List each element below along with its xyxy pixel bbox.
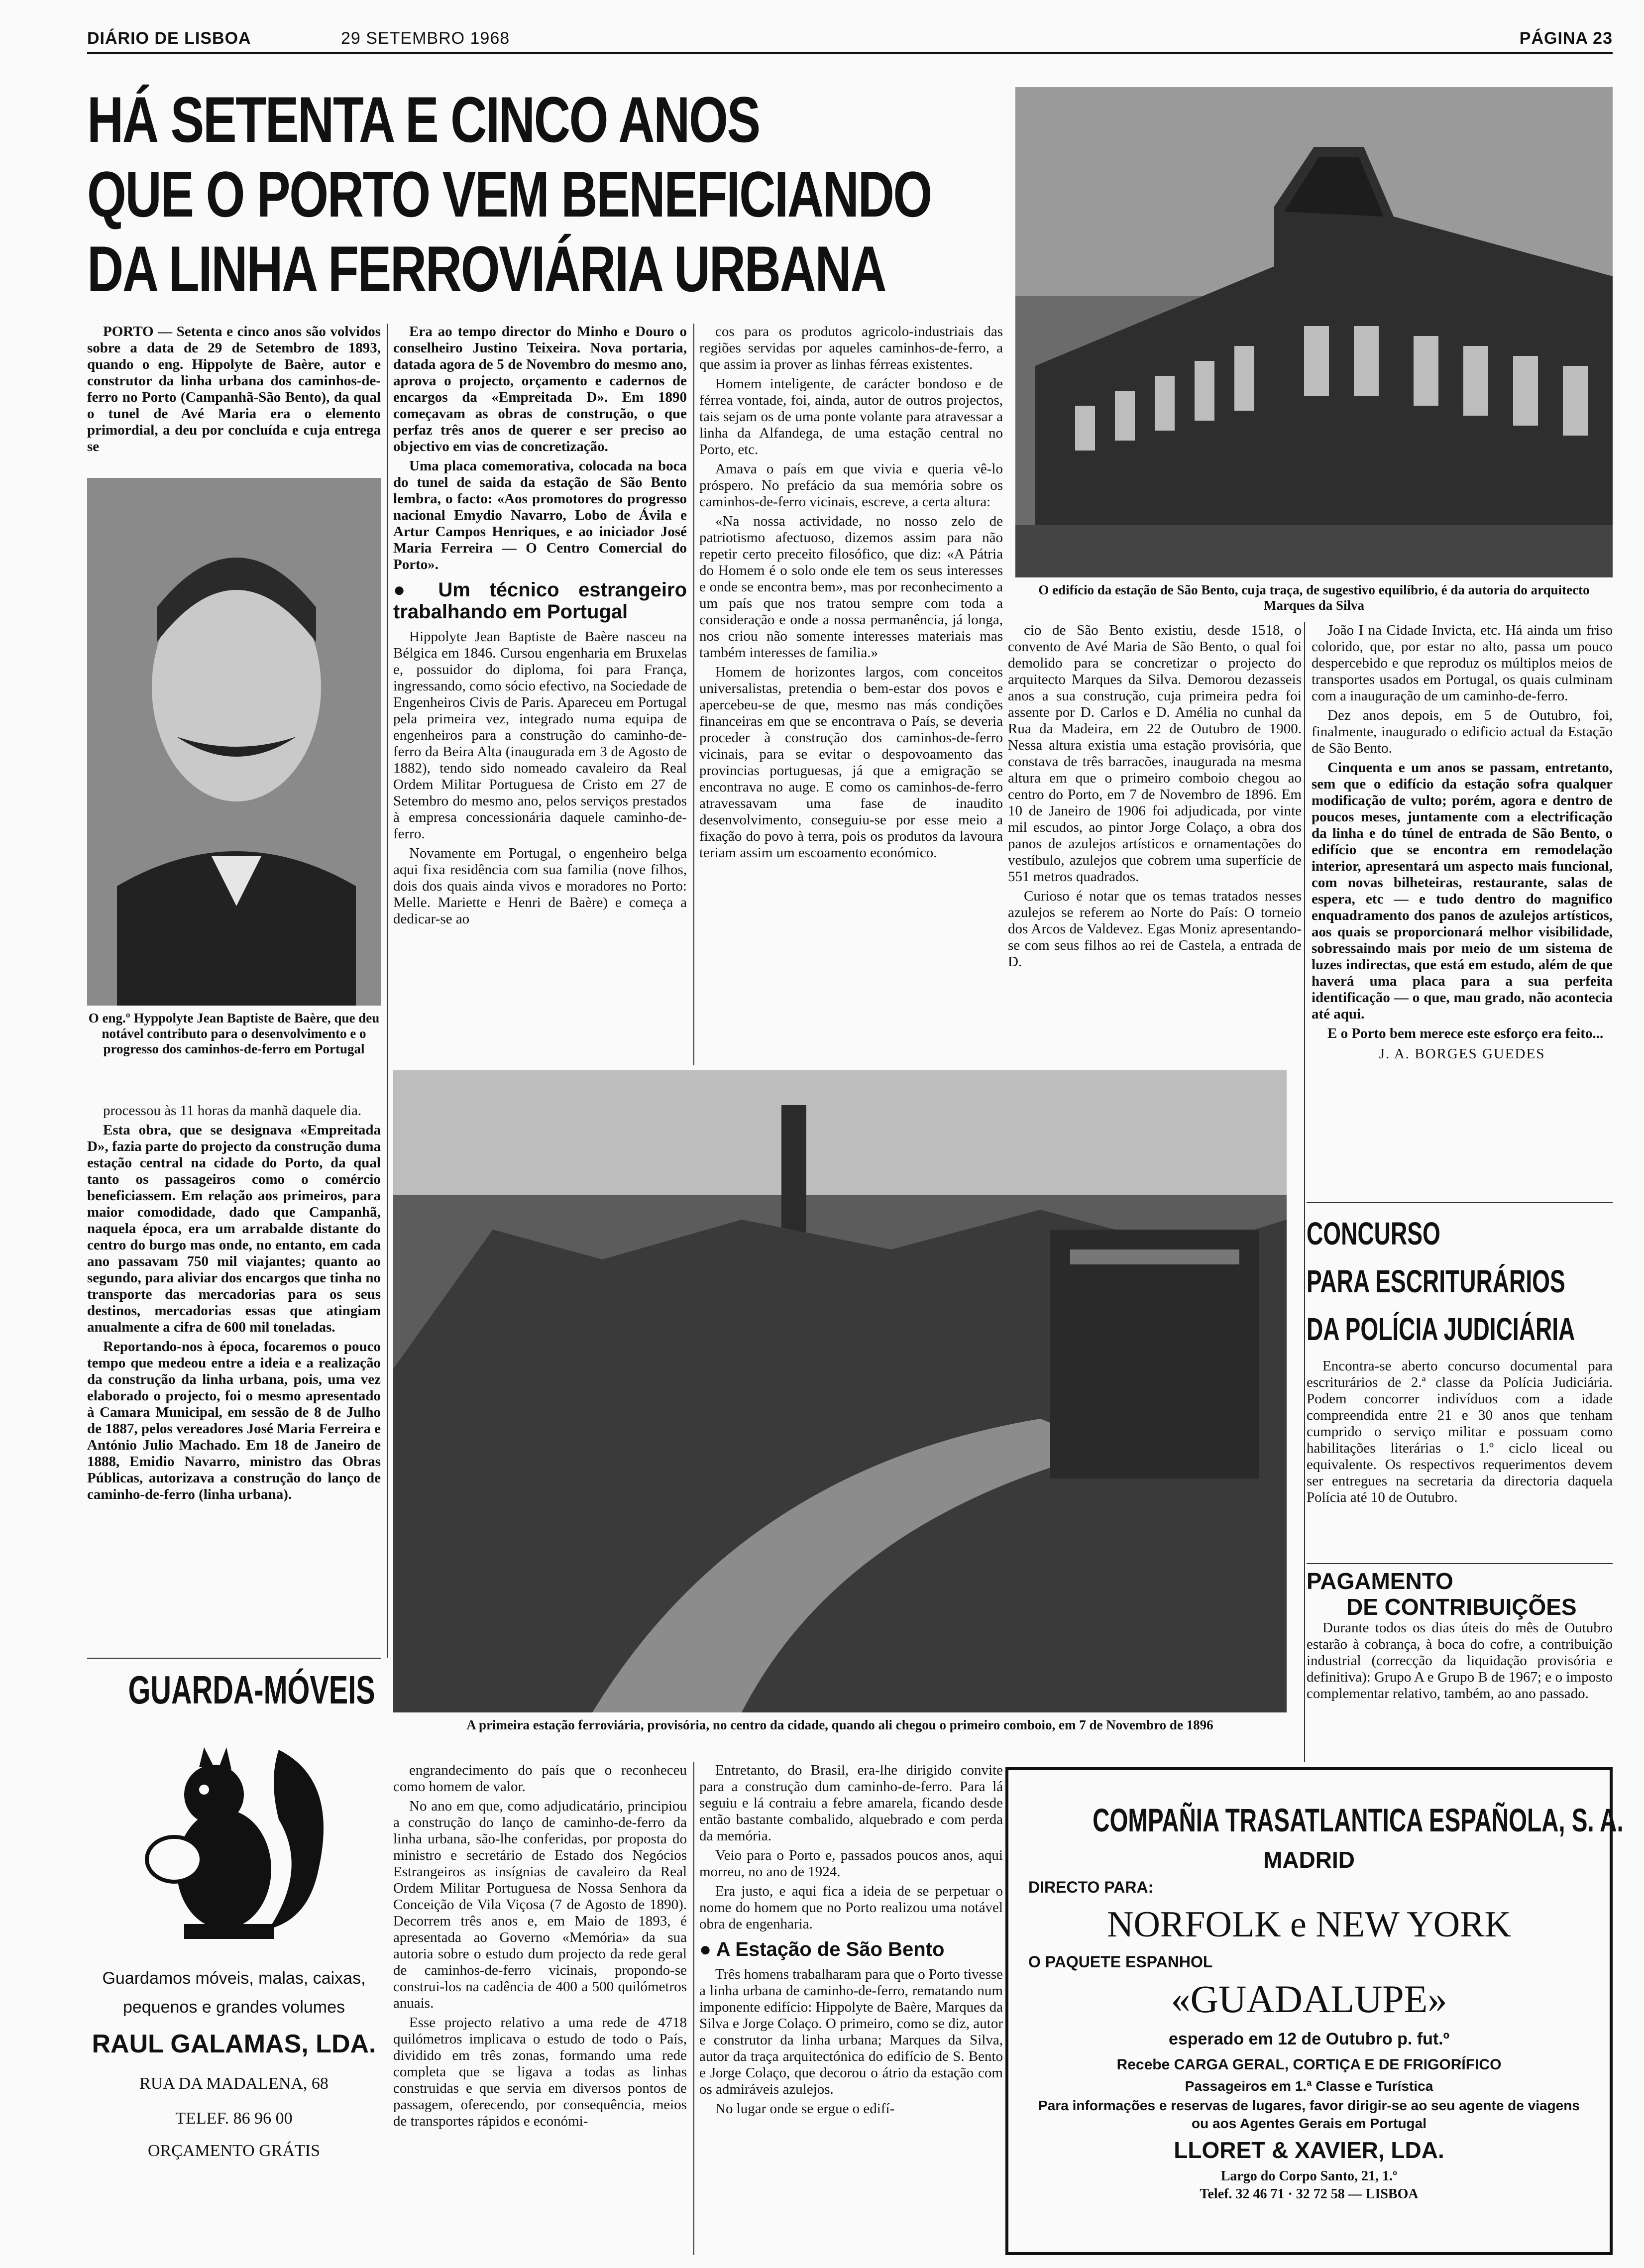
paragraph: «Na nossa actividade, no nosso zelo de patriotismo afectuoso, dizemos assim para não repetir certo preceito filosófico, que diz: «A Pátria do Homem é o solo onde ele tem os seus interesses e onde se encontra bem», mas por reconhecimento a um país que nos tratou sempre com toda a consideração e onde a nossa permanência, já longa, nos criou não somente interesses materiais mas também interesses de familia.» [699, 513, 1003, 661]
concurso-title-2: PARA ESCRITURÁRIOS [1307, 1263, 1565, 1299]
trasat-phone: Telef. 32 46 71 · 32 72 58 — LISBOA [1200, 2186, 1419, 2202]
pagamento-rule [1307, 1563, 1613, 1564]
subheading-estacao: ● A Estação de São Bento [699, 1938, 945, 1960]
pagamento-body: Durante todos os dias úteis do mês de Outubro estarão à cobrança, à boca do cofre, a contribuição industrial (correcção da liquidação provisória e definitiva): Grupo A e Grupo B de 1967; e o imposto complementar relativo, também, ao ano passado. [1307, 1620, 1613, 1701]
guarda-phone: TELEF. 86 96 00 [175, 2109, 293, 2128]
masthead-rule [87, 52, 1613, 54]
paragraph: Era justo, e aqui fica a ideia de se perpetuar o nome do homem que no Porto realizou uma notável obra de engenharia. [699, 1883, 1003, 1932]
trasat-paquete: O PAQUETE ESPANHOL [1028, 1953, 1213, 1971]
col2-bottom [393, 1762, 687, 2255]
guarda-company: RAUL GALAMAS, LDA. [92, 2030, 376, 2058]
guarda-line-1: Guardamos móveis, malas, caixas, [102, 1969, 366, 1988]
city-caption: A primeira estação ferroviária, provisória, no centro da cidade, quando ali chegou o primeiro comboio, em 7 de Novembro de 1896 [466, 1717, 1213, 1732]
col1-top [87, 324, 381, 473]
concurso-title [1307, 1210, 1575, 1353]
byline: J. A. BORGES GUEDES [1379, 1046, 1545, 1062]
squirrel-icon [129, 1720, 338, 1954]
col3 [699, 324, 1003, 1063]
paragraph: Novamente em Portugal, o engenheiro belga aqui fixa residência com sua familia (nove filhos, dois dos quais ainda vivos e moradores no Porto: Melle. Mariette e Henri de Baère) e começa a dedicar-se ao [393, 845, 687, 927]
paragraph: engrandecimento do país que o reconheceu como homem de valor. [393, 1762, 687, 1795]
portrait-photo [87, 478, 381, 1006]
col1-bottom [87, 1103, 381, 1660]
headline-line-3: DA LINHA FERROVIÁRIA URBANA [87, 232, 886, 305]
issue-date: 29 SETEMBRO 1968 [341, 29, 510, 48]
station-illustration [1015, 87, 1613, 577]
trasat-agent: LLORET & XAVIER, LDA. [1174, 2137, 1444, 2163]
trasat-destination: NORFOLK e NEW YORK [1107, 1904, 1511, 1945]
paragraph: Três homens trabalharam para que o Porto tivesse a linha urbana de caminho-de-ferro, rematando num imponente edifício: Hippolyte de Baère, Marques da Silva e Jorge Colaço. O primeiro, como se diz, autor e construtor da linha urbana; Marques da Silva, autor da traça arquitectónica do edifício de S. Bento e Jorge Colaço, que decorou o átrio da estação com os admiráveis azulejos. [699, 1966, 1003, 2097]
trasat-company: COMPAÑIA TRASATLANTICA ESPAÑOLA, S. A. [1093, 1802, 1624, 1838]
guarda-moveis-ad [87, 1665, 381, 2253]
paragraph: Cinquenta e um anos se passam, entretanto, sem que o edifício da estação sofra qualquer modificação de vulto; porém, agora e dentro de poucos meses, juntamente com a electrificação da linha e do túnel de entrada de São Bento, o edifício que se encontra em remodelação interior, apresentará um aspecto mais funcional, com novas bilheteiras, restaurante, salas de espera, etc — e tudo dentro do magnifico enquadramento dos panos de azulejos artísticos, aos quais se proporcionará melhor visibilidade, sobressaindo mais por meio de um sistema de luzes indirectas, que está em estudo, além de que haverá uma placa para a sua perfeita identificação — o que, mau grado, não aconteciа até aqui. [1312, 760, 1613, 1022]
col3-bottom [699, 1762, 1003, 2255]
trasat-address: Largo do Corpo Santo, 21, 1.º [1220, 2168, 1398, 2184]
portrait-caption: O eng.º Hyppolyte Jean Baptiste de Baère, que deu notável contributo para o desenvolvimento e o progresso dos caminhos-de-ferro em Portugal [88, 1011, 380, 1056]
headline [87, 82, 1003, 306]
guarda-rule [87, 1658, 381, 1659]
portrait-illustration [87, 478, 381, 1006]
guarda-line-2: pequenos e grandes volumes [122, 1998, 345, 2017]
trasat-directo: DIRECTO PARA: [1028, 1878, 1154, 1896]
paragraph: Entretanto, do Brasil, era-lhe dirigido convite para a construção dum caminho-de-ferro. Para lá seguiu e lá contraiu a febre amarela, ficando desde então bastante combalido, alquebrado e com perda da memória. [699, 1762, 1003, 1844]
lead-paragraph: PORTO — Setenta e cinco anos são volvidos sobre a data de 29 de Setembro de 1893, quando o eng. Hippolyte de Baère, autor e construtor da linha urbana dos caminhos-de-ferro no Porto (Campanhã-São Bento), da qual o tunel de Avé Maria era o elemento primordial, a deu por concluída e cuja entrega se [87, 324, 381, 454]
trasat-ship: «GUADALUPE» [1171, 1977, 1447, 2021]
trasat-cargo: Recebe CARGA GERAL, CORTIÇA E DE FRIGORÍFICO [1116, 2056, 1502, 2073]
paragraph: No ano em que, como adjudicatário, principiou a construção do lanço de caminho-de-ferro da linha urbana, são-lhe conferidas, por proposta do ministro e secretário de Estado dos Negócios Estrangeiros as insígnias de cavaleiro da Real Ordem Militar Portuguesa de Nossa Senhora da Conceição de Vila Viçosa (7 de Agosto de 1890). Decorrem três anos e, em Maio de 1893, é apresentada ao Governo «Memória» da sua autoria sobre o estudo dum projecto da rede geral de caminhos-de-ferro vicinais, propondo-se construi-los na cadência de 400 a 500 quilómetros anuais. [393, 1798, 687, 2011]
paragraph: Dez anos depois, em 5 de Outubro, foi, finalmente, inaugurado o edificio actual da Estação de São Bento. [1312, 707, 1613, 756]
station-caption: O edifício da estação de São Bento, cuja traça, de sugestivo equilíbrio, é da autoria do arquitecto Marques da Silva [1038, 582, 1590, 613]
concurso-notice [1307, 1210, 1613, 1558]
headline-line-1: HÁ SETENTA E CINCO ANOS [87, 83, 760, 156]
concurso-body: Encontra-se aberto concurso documental para escriturários de 2.ª classe da Polícia Judiciária. Podem concorrer indivíduos com a idade compreendida entre 21 e 30 anos que tenham cumprido o serviço militar e possuam como habilitações literárias o 1.º ciclo liceal ou equivalente. Os respectivos requerimentos devem ser entregues na secretaria da directoria daquela Polícia até 10 de Outubro. [1307, 1358, 1613, 1505]
column-divider [693, 324, 694, 1065]
trasat-info: Para informações e reservas de lugares, favor dirigir-se ao seu agente de viagens ou aos Agentes Gerais em Portugal [1038, 2098, 1580, 2131]
column-divider [1304, 622, 1305, 1762]
paragraph: Era ao tempo director do Minho e Douro o conselheiro Justino Teixeira. Nova portaria, datada agora de 5 de Novembro do mesmo ano, aprova o projecto, orçamento e cadernos de encargos da «Empreitada D». Em 1890 começavam as obras de construção, o que perfaz três anos de querer e ser preciso ao objectivo em vias de concretização. [393, 324, 687, 454]
paragraph: E o Porto bem merece este esforço era feito... [1327, 1025, 1604, 1041]
city-photo [393, 1070, 1287, 1712]
paragraph: cio de São Bento existiu, desde 1518, o convento de Avé Maria de São Bento, o qual foi demolido para se concretizar o projecto do arquitecto Marques da Silva. Demorou dezasseis anos a sua construção, cuja primeira pedra foi assente por D. Carlos e D. Amélia no cunhal da Rua da Madeira, em 22 de Outubro de 1900. Nessa altura existia uma estação provisória, que constava de três barracões, inaugurada na mesma altura em que o primeiro comboio chegou ao centro do Porto, em 7 de Novembro de 1896. Em 10 de Janeiro de 1906 foi adjudicada, por vinte mil escudos, ao pintor Jorge Colaço, a obra dos panos de azulejos artísticos e ornamentações do vestíbulo, azulejos que cobrem uma superfície de 551 metros quadrados. [1008, 622, 1302, 885]
concurso-rule [1307, 1202, 1613, 1203]
paragraph: Veio para o Porto e, passados poucos anos, aqui morreu, no ano de 1924. [699, 1847, 1003, 1880]
col4 [1008, 622, 1302, 1063]
paragraph: Hippolyte Jean Baptiste de Baère nasceu na Bélgica em 1846. Cursou engenharia em Bruxelas e, possuidor do diploma, foi para França, ingressando, como sócio efectivo, na Sociedade de Engenheiros Civis de Paris. Apareceu em Portugal pela primeira vez, integrado numa equipa de engenheiros para a construção do caminho-de-ferro da Beira Alta (inaugurada em 3 de Agosto de 1882), tendo sido nomeado cavaleiro da Real Ordem Militar Portuguesa de Cristo em 27 de Setembro do mesmo ano, pelos serviços prestados à empresa concessionária daquele caminho-de-ferro. [393, 629, 687, 842]
paragraph: Reportando-nos à época, focaremos o pouco tempo que medeou entre a ideia e a realização da construção da linha urbana, pois, uma vez elaborado o projecto, foi o mesmo apresentado à Camara Municipal, em sessão de 8 de Julho de 1887, pelos vereadores José Maria Ferreira e António Julio Machado. Em 18 de Janeiro de 1888, Emidio Navarro, ministro das Obras Públicas, autorizava a construção do lanço de caminho-de-ferro (linha urbana). [87, 1339, 381, 1502]
pagamento-title-2: DE CONTRIBUIÇÕES [1346, 1594, 1577, 1620]
guarda-title: GUARDA-MÓVEIS [128, 1668, 375, 1712]
column-divider [387, 324, 388, 1658]
paragraph: Esse projecto relativo a uma rede de 4718 quilómetros implicava o estudo de todo o País, dividido em três zonas, formando uma rede completa que se ligava a todas as linhas construidas e que servia em diversos pontos de passagem, oferecendo, por consequência, meios de transportes rápidos e económi- [393, 2015, 687, 2129]
concurso-title-3: DA POLÍCIA JUDICIÁRIA [1307, 1311, 1575, 1347]
guarda-address: RUA DA MADALENA, 68 [139, 2074, 329, 2093]
pagamento-body-wrap [1307, 1620, 1613, 1754]
pagamento-notice [1307, 1568, 1613, 1757]
pagamento-title-1: PAGAMENTO [1307, 1568, 1453, 1594]
headline-line-2: QUE O PORTO VEM BENEFICIANDO [87, 158, 932, 230]
paragraph: processou às 11 horas da manhã daquele dia. [103, 1103, 362, 1119]
paper-name: DIÁRIO DE LISBOA [87, 29, 251, 48]
paragraph: Homem inteligente, de carácter bondoso e de férrea vontade, foi, ainda, autor de outros projectos, tais sejam os de uma ponte volante para atravessar a linha da Alfandega, de uma estação central no Porto, etc. [699, 376, 1003, 457]
city-illustration [393, 1070, 1287, 1712]
station-photo [1015, 87, 1613, 577]
trasat-city: MADRID [1263, 1847, 1355, 1873]
page-number: PÁGINA 23 [1519, 29, 1613, 48]
concurso-body-wrap [1307, 1358, 1613, 1557]
col2 [393, 324, 687, 1063]
paragraph: No lugar onde se ergue o edifí- [715, 2101, 895, 2117]
guarda-quote: ORÇAMENTO GRÁTIS [147, 2142, 320, 2160]
trasat-expected: esperado em 12 de Outubro p. fut.º [1168, 2030, 1450, 2048]
subheading-tecnico: ● Um técnico estrangeiro trabalhando em Portugal [393, 579, 687, 623]
paragraph: Amava o país em que vivia e queria vê-lo próspero. No prefácio da sua memória sobre os caminhos-de-ferro vicinais, escreve, a certa altura: [699, 461, 1003, 510]
paragraph: Uma placa comemorativa, colocada na boca do tunel de saida da estação de São Bento lembra, o facto: «Aos promotores do progresso nacional Emydio Navarro, Lobo de Ávila e Artur Campos Henriques, e ao iniciador José Maria Ferreira — O Centro Comercial do Porto». [393, 458, 687, 572]
concurso-title-1: CONCURSO [1307, 1216, 1440, 1251]
paragraph: Curioso é notar que os temas tratados nesses azulejos se referem ao Norte do País: O torneio dos Arcos de Valdevez. Egas Moniz apresentando-se com seus filhos ao rei de Castela, a entrada de D. [1008, 888, 1302, 970]
column-divider [693, 1762, 694, 2255]
paragraph: Homem de horizontes largos, com conceitos universalistas, pretendia o bem-estar dos povos e apercebeu-se de que, mesmo nas más condições financeiras em que se encontrava o País, se deveria proceder à construção dos caminhos-de-ferro vicinais, para se evitar o despovoamento das provincias portuguesas, já que a emigração se encontrava no auge. E como os caminhos-de-ferro atravessavam uma fase de inaudito desenvolvimento, conseguiu-se por esse meio a fixação do povo à terra, pois os produtos da lavoura teriam assim um escoamento económico. [699, 664, 1003, 861]
paragraph: cos para os produtos agricolo-industriais das regiões servidas por aqueles caminhos-de-ferro, a que assim ia prover as linhas férreas existentes. [699, 324, 1003, 372]
trasat-passengers: Passageiros em 1.ª Classe e Turística [1185, 2078, 1433, 2094]
masthead [87, 29, 1613, 50]
paragraph: Esta obra, que se designava «Empreitada D», fazia parte do projecto da construção duma estação central na cidade do Porto, da qual tanto os passageiros como o comércio beneficiassem. Em relação aos primeiros, para maior comodidade, dado que Campanhã, naquela época, era um arrabalde distante do centro do burgo mas onde, no entanto, em cada ano passavam 750 mil viajantes; quanto ao segundo, para aliviar dos encargos que tinha no transporte das mercadorias para os seus destinos, mercadorias essas que atingiam anualmente a cifra de 600 mil toneladas. [87, 1122, 381, 1335]
paragraph: João I na Cidade Invicta, etc. Há ainda um friso colorido, que, por estar no alto, passa um pouco despercebido e que reproduz os múltiplos meios de transportes usados em Portugal, os quais culminam com a inauguração de um caminho-de-ferro. [1312, 622, 1613, 704]
trasatlantica-ad [1005, 1767, 1624, 2255]
col5 [1312, 622, 1613, 1200]
